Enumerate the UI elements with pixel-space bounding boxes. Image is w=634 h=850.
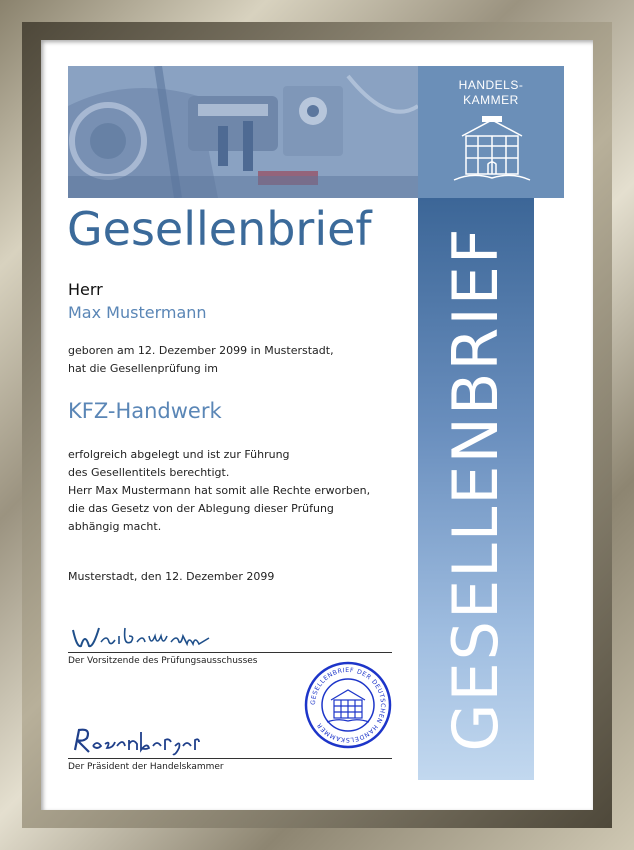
chamber-logo-box — [418, 66, 564, 198]
recipient-salutation: Herr — [68, 280, 103, 299]
place-date: Musterstadt, den 12. Dezember 2099 — [68, 570, 275, 583]
certificate-paper — [41, 40, 593, 810]
certificate-title: Gesellenbrief — [67, 202, 372, 256]
signature-line — [68, 758, 392, 759]
signature-weidemann — [69, 622, 229, 652]
birth-line: geboren am 12. Dezember 2099 in Musterstadt, — [68, 344, 334, 357]
svg-text:GESELLENBRIEF DER DEUTSCHEN HA: GESELLENBRIEF DER DEUTSCHEN HANDELSKAMMER — [309, 666, 387, 744]
body-line: die das Gesetz von der Ablegung dieser Prüfung — [68, 502, 334, 515]
engine-photo-banner — [68, 66, 418, 198]
signature-line — [68, 652, 392, 653]
chamber-name-line1: HANDELS- — [458, 78, 524, 92]
recipient-name: Max Mustermann — [68, 303, 207, 322]
building-icon — [452, 114, 532, 184]
body-line: abhängig macht. — [68, 520, 162, 533]
trade-name: KFZ-Handwerk — [68, 399, 222, 423]
body-line: des Gesellentitels berechtigt. — [68, 466, 230, 479]
exam-line: hat die Gesellenprüfung im — [68, 362, 219, 375]
signature-caption: Der Vorsitzende des Prüfungsausschusses — [68, 656, 258, 666]
vertical-title: GESELLENBRIEF — [439, 226, 512, 752]
chamber-name-line2: KAMMER — [463, 93, 519, 107]
engine-photo — [68, 66, 418, 198]
official-seal-stamp — [303, 660, 393, 750]
body-line: erfolgreich abgelegt und ist zur Führung — [68, 448, 290, 461]
birth-paragraph — [68, 342, 334, 378]
signature-rosenberger — [71, 726, 201, 756]
body-paragraph — [68, 446, 370, 536]
vertical-title-bar — [418, 198, 534, 780]
signature-caption: Der Präsident der Handelskammer — [68, 762, 224, 772]
chamber-name — [418, 78, 564, 108]
body-line: Herr Max Mustermann hat somit alle Rechte erworben, — [68, 484, 371, 497]
